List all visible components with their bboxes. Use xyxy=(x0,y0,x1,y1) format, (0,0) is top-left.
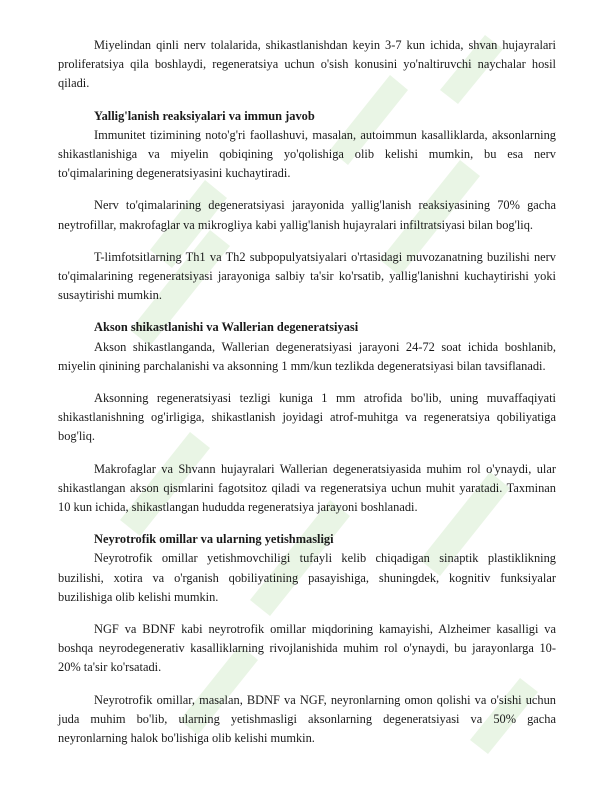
paragraph: Miyelindan qinli nerv tolalarida, shikastlanishdan keyin 3-7 kun ichida, shvan hujayralari proliferatsiya qila boshlaydi, regeneratsiya uchun o'sish konusini yo'naltiruvchi naychalar hosil qiladi. xyxy=(58,38,556,91)
paragraph: Immunitet tizimining noto'g'ri faollashuvi, masalan, autoimmun kasalliklarda, aksonlarning shikastlanishiga va miyelin qobiqining yo'qolishiga olib kelishi mumkin, bu esa nerv to'qimalarining degeneratsiyasini kuchaytiradi. xyxy=(58,127,556,181)
paragraph: Aksonning regeneratsiyasi tezligi kuniga 1 mm atrofida bo'lib, uning muvaffaqiyati shikastlanishning og'irligiga, shikastlanish joyidagi atrof-muhitga va regeneratsiya qobiliyatiga bog'liq. xyxy=(58,391,556,444)
paragraph: T-limfotsitlarning Th1 va Th2 subpopulyatsiyalari o'rtasidagi muvozanatning buzilishi nerv to'qimalarining regeneratsiyasi jarayoniga salbiy ta'sir ko'rsatib, yallig'lanishni kuchaytirishi yoki susaytirishi mumkin. xyxy=(58,249,556,303)
paragraph: Makrofaglar va Shvann hujayralari Wallerian degeneratsiyasida muhim rol o'ynaydi, ular shikastlangan akson qismlarini fagotsitoz qiladi va regeneratsiya uchun muhit yaratadi. Taxminan 10 kun ichida, shikastlangan hududda regeneratsiya jarayoni boshlanadi. xyxy=(58,461,556,515)
section-heading: Yallig'lanish reaksiyalari va immun javob xyxy=(94,108,315,123)
section-heading: Neyrotrofik omillar va ularning yetishmasligi xyxy=(94,532,334,547)
section-heading: Akson shikastlanishi va Wallerian degeneratsiyasi xyxy=(94,320,359,335)
paragraph: Neyrotrofik omillar, masalan, BDNF va NGF, neyronlarning omon qolishi va o'sishi uchun juda muhim bo'lib, ularning yetishmasligi aksonlarning degeneratsiyasi va 50% gacha neyronlarning halok bo'lishiga olib kelishi mumkin. xyxy=(58,692,556,746)
paragraph: Akson shikastlanganda, Wallerian degeneratsiyasi jarayoni 24-72 soat ichida boshlanib, miyelin qinining parchalanishi va aksonning 1 mm/kun tezlikda degeneratsiyasi bilan tavsiflanadi. xyxy=(58,339,556,373)
paragraph: Nerv to'qimalarining degeneratsiyasi jarayonida yallig'lanish reaksiyasining 70% gacha neytrofillar, makrofaglar va mikrogliya kabi yallig'lanish hujayralari infiltratsiyasi bilan bog'liq. xyxy=(58,198,556,232)
paragraph: NGF va BDNF kabi neyrotrofik omillar miqdorining kamayishi, Alzheimer kasalligi va boshqa neyrodegenerativ kasalliklarning rivojlanishida muhim rol o'ynaydi, bu jarayonlarga 10-20% ta'sir ko'rsatadi. xyxy=(58,622,556,675)
paragraph: Neyrotrofik omillar yetishmovchiligi tufayli kelib chiqadigan sinaptik plastiklikning buzilishi, xotira va o'rganish qobiliyatining pasayishiga, shuningdek, kognitiv funksiyalar buzilishiga olib kelishi mumkin. xyxy=(58,551,556,604)
document-body xyxy=(58,36,556,748)
